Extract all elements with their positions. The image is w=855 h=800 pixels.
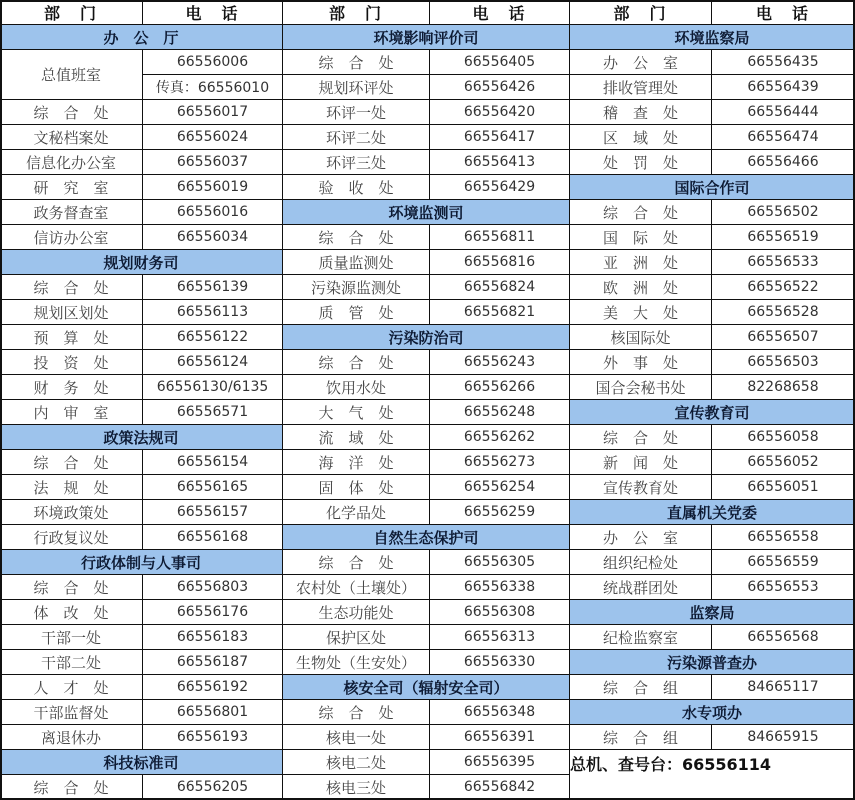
table-row — [0, 625, 283, 650]
department-name: 综 合 处 — [283, 350, 430, 374]
directory-column-1 — [0, 0, 283, 800]
section-title: 办 公 厅 — [0, 25, 283, 49]
department-name: 办 公 室 — [570, 525, 712, 549]
section-title: 核安全司（辐射安全司） — [283, 675, 570, 699]
department-name: 保护区处 — [283, 625, 430, 649]
section-title: 污染源普查办 — [570, 650, 855, 674]
phone-number: 66556305 — [430, 550, 570, 574]
table-row — [283, 700, 570, 725]
table-row — [570, 225, 855, 250]
phone-number: 66556801 — [143, 700, 283, 724]
department-name: 综 合 处 — [0, 775, 143, 799]
phone-number: 66556426 — [430, 75, 570, 99]
phone-number: 66556016 — [143, 200, 283, 224]
section-header — [0, 425, 283, 450]
department-name: 干部二处 — [0, 650, 143, 674]
phone-number: 66556395 — [430, 750, 570, 774]
department-name: 美 大 处 — [570, 300, 712, 324]
section-header — [283, 525, 570, 550]
table-row — [570, 300, 855, 325]
phone-number: 66556338 — [430, 575, 570, 599]
department-name: 行政复议处 — [0, 525, 143, 549]
department-name: 信访办公室 — [0, 225, 143, 249]
section-header — [0, 250, 283, 275]
department-name: 国 际 处 — [570, 225, 712, 249]
phone-number: 66556193 — [143, 725, 283, 749]
section-header — [570, 25, 855, 50]
table-row — [283, 775, 570, 800]
phone-number: 66556243 — [430, 350, 570, 374]
phone-number: 66556273 — [430, 450, 570, 474]
table-row — [283, 650, 570, 675]
table-row — [0, 375, 283, 400]
section-title: 环境影响评价司 — [283, 25, 570, 49]
table-row — [283, 150, 570, 175]
section-title: 科技标准司 — [0, 750, 283, 774]
section-title: 宣传教育司 — [570, 400, 855, 424]
phone-numbers — [143, 50, 283, 99]
column-header-row — [570, 0, 855, 25]
table-row — [570, 75, 855, 100]
table-row — [570, 50, 855, 75]
table-row — [570, 325, 855, 350]
department-name: 综 合 处 — [283, 225, 430, 249]
phone-number: 66556006 — [143, 50, 282, 75]
switchboard-footer — [570, 750, 855, 800]
phone-number: 66556019 — [143, 175, 283, 199]
table-row — [0, 475, 283, 500]
table-row — [0, 650, 283, 675]
phone-number: 66556262 — [430, 425, 570, 449]
department-name: 亚 洲 处 — [570, 250, 712, 274]
table-row — [283, 500, 570, 525]
table-row — [570, 575, 855, 600]
fax-number: 传真：66556010 — [155, 80, 270, 96]
table-row — [0, 575, 283, 600]
table-row — [570, 550, 855, 575]
table-row — [570, 125, 855, 150]
department-name: 欧 洲 处 — [570, 275, 712, 299]
header-dept: 部 门 — [0, 0, 143, 24]
phone-number: 66556811 — [430, 225, 570, 249]
table-row — [570, 475, 855, 500]
directory-column-3 — [570, 0, 855, 800]
phone-number: 66556420 — [430, 100, 570, 124]
section-header — [283, 25, 570, 50]
table-row — [283, 600, 570, 625]
header-dept: 部 门 — [283, 0, 430, 24]
department-name: 固 体 处 — [283, 475, 430, 499]
table-row — [570, 200, 855, 225]
phone-number: 66556429 — [430, 175, 570, 199]
phone-number: 66556205 — [143, 775, 283, 799]
table-row — [283, 300, 570, 325]
table-row — [283, 375, 570, 400]
table-row — [570, 150, 855, 175]
department-name: 规划区划处 — [0, 300, 143, 324]
section-title: 水专项办 — [570, 700, 855, 724]
department-name: 海 洋 处 — [283, 450, 430, 474]
table-row — [570, 625, 855, 650]
department-name: 综 合 处 — [0, 450, 143, 474]
phone-number: 66556058 — [712, 425, 855, 449]
section-header — [570, 600, 855, 625]
table-row — [0, 200, 283, 225]
section-title: 行政体制与人事司 — [0, 550, 283, 574]
phone-number: 66556553 — [712, 575, 855, 599]
table-row — [570, 725, 855, 750]
table-row — [283, 575, 570, 600]
section-header — [0, 25, 283, 50]
department-name: 办 公 室 — [570, 50, 712, 74]
column-header-row — [283, 0, 570, 25]
department-name: 核电三处 — [283, 775, 430, 799]
table-row — [283, 625, 570, 650]
department-name: 环评三处 — [283, 150, 430, 174]
table-row — [283, 750, 570, 775]
section-header — [283, 325, 570, 350]
table-row — [570, 525, 855, 550]
department-name: 综 合 处 — [0, 575, 143, 599]
department-name: 稽 查 处 — [570, 100, 712, 124]
department-name: 验 收 处 — [283, 175, 430, 199]
phone-number: 66556519 — [712, 225, 855, 249]
header-phone: 电 话 — [430, 0, 570, 24]
phone-number: 66556391 — [430, 725, 570, 749]
phone-number: 66556568 — [712, 625, 855, 649]
phone-number: 66556816 — [430, 250, 570, 274]
department-name: 体 改 处 — [0, 600, 143, 624]
department-name: 综 合 处 — [570, 200, 712, 224]
department-name: 环境政策处 — [0, 500, 143, 524]
department-name: 组织纪检处 — [570, 550, 712, 574]
section-title: 监察局 — [570, 600, 855, 624]
section-header — [570, 400, 855, 425]
table-row — [0, 700, 283, 725]
phone-number: 66556254 — [430, 475, 570, 499]
table-row — [283, 175, 570, 200]
department-name: 信息化办公室 — [0, 150, 143, 174]
phone-number: 66556176 — [143, 600, 283, 624]
phone-number: 66556348 — [430, 700, 570, 724]
phone-number: 66556507 — [712, 325, 855, 349]
section-title: 环境监测司 — [283, 200, 570, 224]
table-row — [283, 100, 570, 125]
section-header — [0, 550, 283, 575]
table-row — [0, 225, 283, 250]
department-name: 核电二处 — [283, 750, 430, 774]
table-row — [283, 125, 570, 150]
table-row — [283, 275, 570, 300]
department-name: 核国际处 — [570, 325, 712, 349]
phone-number: 66556168 — [143, 525, 283, 549]
department-name: 总值班室 — [0, 50, 143, 99]
table-row — [283, 75, 570, 100]
section-title: 环境监察局 — [570, 25, 855, 49]
phone-number: 66556842 — [430, 775, 570, 799]
department-name: 内 审 室 — [0, 400, 143, 424]
table-row — [570, 675, 855, 700]
phone-number: 66556558 — [712, 525, 855, 549]
department-name: 综 合 处 — [570, 425, 712, 449]
phone-number: 66556444 — [712, 100, 855, 124]
phone-number: 66556821 — [430, 300, 570, 324]
table-row — [283, 725, 570, 750]
phone-number: 66556803 — [143, 575, 283, 599]
phone-number: 66556522 — [712, 275, 855, 299]
header-phone: 电 话 — [712, 0, 855, 24]
table-row — [0, 675, 283, 700]
section-header — [570, 650, 855, 675]
table-row — [570, 375, 855, 400]
phone-number: 66556187 — [143, 650, 283, 674]
department-name: 宣传教育处 — [570, 475, 712, 499]
phone-number: 66556248 — [430, 400, 570, 424]
department-name: 核电一处 — [283, 725, 430, 749]
department-name: 生物处（生安处） — [283, 650, 430, 674]
department-name: 统战群团处 — [570, 575, 712, 599]
table-row — [0, 50, 283, 100]
directory-column-2 — [283, 0, 570, 800]
phone-number: 66556124 — [143, 350, 283, 374]
phone-number: 66556308 — [430, 600, 570, 624]
phone-number: 66556051 — [712, 475, 855, 499]
section-header — [0, 750, 283, 775]
phone-number: 66556503 — [712, 350, 855, 374]
section-header — [570, 700, 855, 725]
phone-number: 66556037 — [143, 150, 283, 174]
phone-number: 66556024 — [143, 125, 283, 149]
table-row — [0, 450, 283, 475]
table-row — [283, 550, 570, 575]
phone-number: 66556139 — [143, 275, 283, 299]
table-row — [0, 775, 283, 800]
department-name: 综 合 处 — [0, 275, 143, 299]
table-row — [0, 175, 283, 200]
phone-number: 66556313 — [430, 625, 570, 649]
table-row — [0, 525, 283, 550]
department-name: 污染源监测处 — [283, 275, 430, 299]
section-title: 直属机关党委 — [570, 500, 855, 524]
department-name: 综 合 处 — [283, 700, 430, 724]
table-row — [283, 250, 570, 275]
department-name: 农村处（土壤处） — [283, 575, 430, 599]
phone-number: 66556192 — [143, 675, 283, 699]
department-name: 政务督查室 — [0, 200, 143, 224]
department-name: 研 究 室 — [0, 175, 143, 199]
phone-number: 66556502 — [712, 200, 855, 224]
table-row — [0, 400, 283, 425]
department-name: 外 事 处 — [570, 350, 712, 374]
table-row — [0, 325, 283, 350]
table-row — [283, 400, 570, 425]
phone-number: 66556017 — [143, 100, 283, 124]
header-phone: 电 话 — [143, 0, 283, 24]
table-row — [570, 275, 855, 300]
department-name: 干部一处 — [0, 625, 143, 649]
department-name: 质 管 处 — [283, 300, 430, 324]
phone-number: 66556474 — [712, 125, 855, 149]
department-name: 纪检监察室 — [570, 625, 712, 649]
section-header — [570, 500, 855, 525]
department-name: 处 罚 处 — [570, 150, 712, 174]
column-header-row — [0, 0, 283, 25]
phone-number: 66556417 — [430, 125, 570, 149]
department-name: 预 算 处 — [0, 325, 143, 349]
phone-number: 66556034 — [143, 225, 283, 249]
department-name: 生态功能处 — [283, 600, 430, 624]
department-name: 新 闻 处 — [570, 450, 712, 474]
table-row — [283, 50, 570, 75]
phone-number: 84665915 — [712, 725, 855, 749]
section-header — [283, 675, 570, 700]
department-name: 饮用水处 — [283, 375, 430, 399]
department-name: 国合会秘书处 — [570, 375, 712, 399]
department-name: 化学品处 — [283, 500, 430, 524]
table-row — [0, 500, 283, 525]
department-name: 规划环评处 — [283, 75, 430, 99]
phone-number: 66556435 — [712, 50, 855, 74]
table-row — [570, 425, 855, 450]
department-name: 财 务 处 — [0, 375, 143, 399]
table-row — [0, 350, 283, 375]
phone-number: 66556266 — [430, 375, 570, 399]
phone-number: 66556183 — [143, 625, 283, 649]
department-name: 综 合 组 — [570, 725, 712, 749]
header-dept: 部 门 — [570, 0, 712, 24]
switchboard-number: 总机、查号台：66556114 — [570, 755, 772, 774]
department-name: 大 气 处 — [283, 400, 430, 424]
table-row — [570, 450, 855, 475]
phone-number: 66556824 — [430, 275, 570, 299]
department-name: 综 合 处 — [283, 50, 430, 74]
table-row — [283, 425, 570, 450]
section-header — [570, 175, 855, 200]
section-title: 规划财务司 — [0, 250, 283, 274]
department-name: 流 域 处 — [283, 425, 430, 449]
phone-number: 66556330 — [430, 650, 570, 674]
section-title: 国际合作司 — [570, 175, 855, 199]
table-row — [0, 125, 283, 150]
phone-number: 66556113 — [143, 300, 283, 324]
section-title: 自然生态保护司 — [283, 525, 570, 549]
table-row — [0, 100, 283, 125]
table-row — [0, 300, 283, 325]
phone-number: 66556571 — [143, 400, 283, 424]
section-title: 政策法规司 — [0, 425, 283, 449]
department-name: 质量监测处 — [283, 250, 430, 274]
table-row — [570, 250, 855, 275]
phone-number: 66556405 — [430, 50, 570, 74]
phone-number: 66556413 — [430, 150, 570, 174]
phone-number: 66556165 — [143, 475, 283, 499]
department-name: 环评二处 — [283, 125, 430, 149]
phone-number: 84665117 — [712, 675, 855, 699]
section-header — [283, 200, 570, 225]
department-name: 区 域 处 — [570, 125, 712, 149]
department-name: 综 合 组 — [570, 675, 712, 699]
table-row — [0, 150, 283, 175]
department-name: 排收管理处 — [570, 75, 712, 99]
table-row — [283, 225, 570, 250]
department-name: 人 才 处 — [0, 675, 143, 699]
department-name: 综 合 处 — [0, 100, 143, 124]
department-name: 环评一处 — [283, 100, 430, 124]
phone-number: 66556052 — [712, 450, 855, 474]
table-row — [570, 100, 855, 125]
phone-number: 66556533 — [712, 250, 855, 274]
department-name: 离退休办 — [0, 725, 143, 749]
table-row — [283, 450, 570, 475]
department-name: 干部监督处 — [0, 700, 143, 724]
phone-number: 66556259 — [430, 500, 570, 524]
table-row — [283, 350, 570, 375]
table-row — [0, 600, 283, 625]
table-row — [570, 350, 855, 375]
phone-number: 66556466 — [712, 150, 855, 174]
phone-number: 66556130/6135 — [143, 375, 283, 399]
phone-number: 66556439 — [712, 75, 855, 99]
department-name: 综 合 处 — [283, 550, 430, 574]
phone-number: 66556528 — [712, 300, 855, 324]
table-row — [0, 725, 283, 750]
phone-number: 66556122 — [143, 325, 283, 349]
phone-number: 82268658 — [712, 375, 855, 399]
phone-number: 66556154 — [143, 450, 283, 474]
department-name: 投 资 处 — [0, 350, 143, 374]
section-title: 污染防治司 — [283, 325, 570, 349]
table-row — [283, 475, 570, 500]
department-name: 法 规 处 — [0, 475, 143, 499]
table-row — [0, 275, 283, 300]
phone-number: 66556157 — [143, 500, 283, 524]
phone-number: 66556559 — [712, 550, 855, 574]
department-name: 文秘档案处 — [0, 125, 143, 149]
